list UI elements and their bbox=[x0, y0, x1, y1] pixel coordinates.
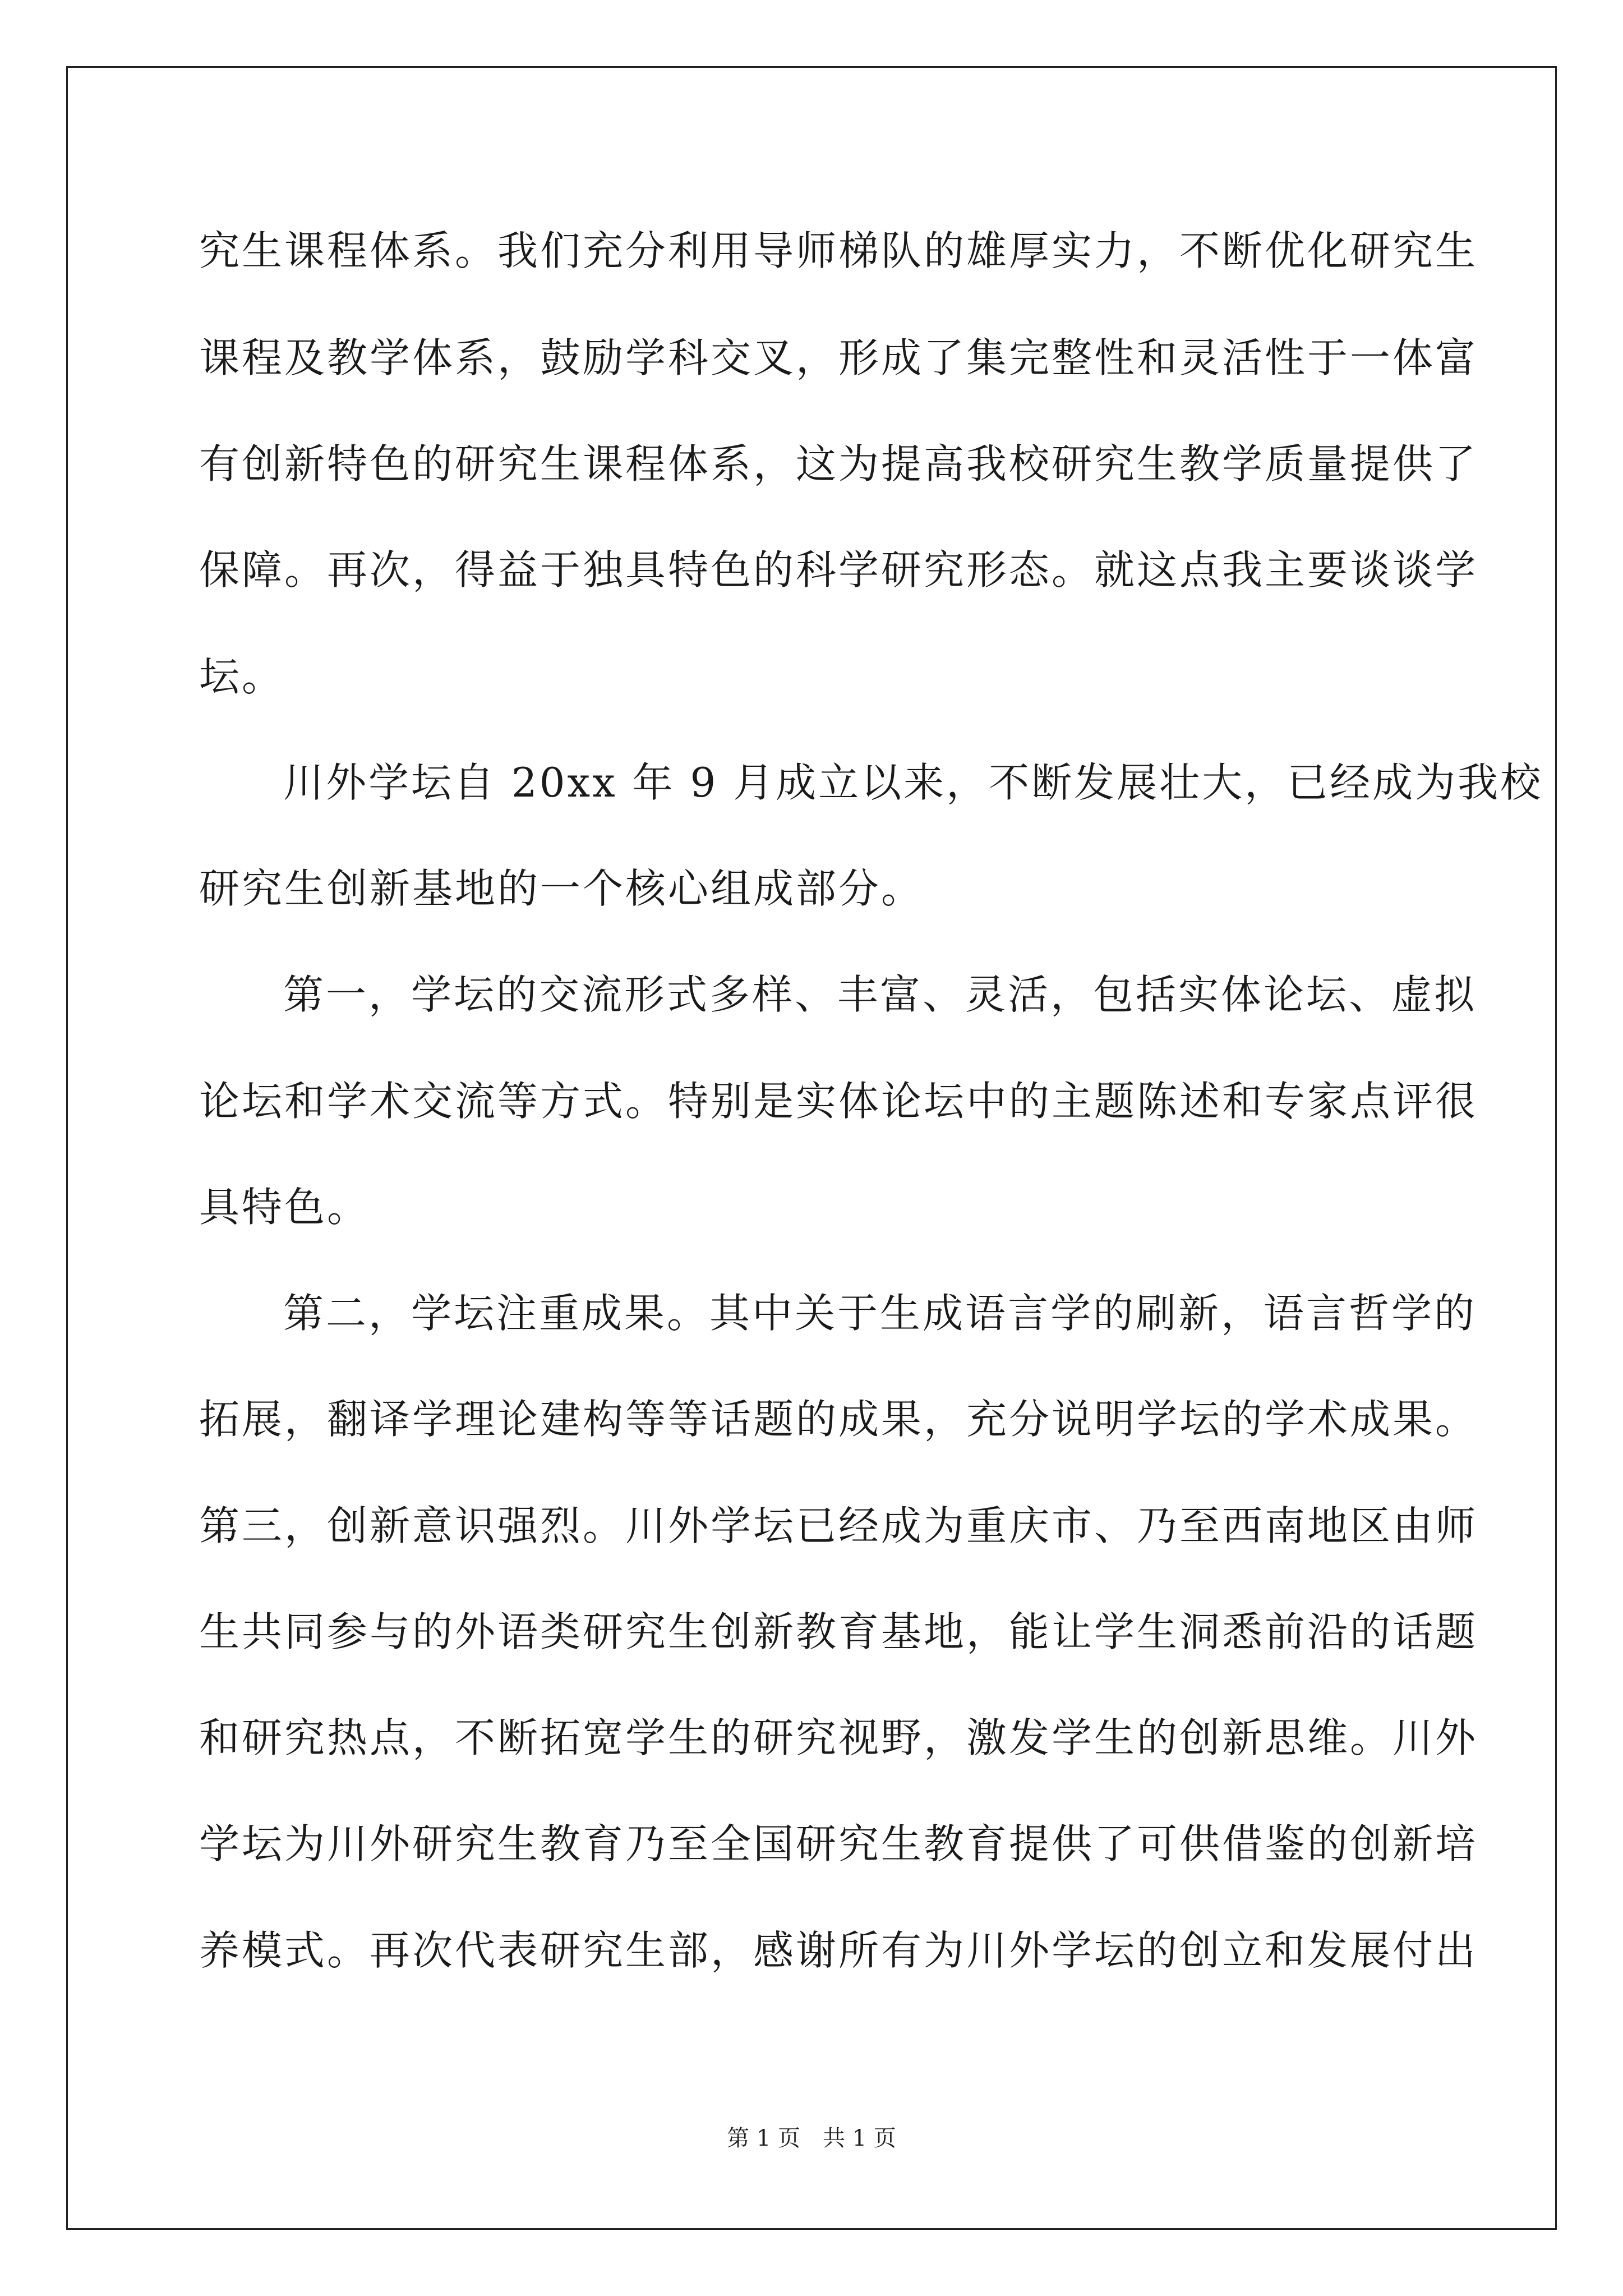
text-line: 和研究热点，不断拓宽学生的研究视野，激发学生的创新思维。川外 bbox=[199, 1714, 1478, 1761]
text-line: 保障。再次，得益于独具特色的科学研究形态。就这点我主要谈谈学 bbox=[199, 546, 1478, 593]
text-line: 生共同参与的外语类研究生创新教育基地，能让学生洞悉前沿的话题 bbox=[199, 1608, 1478, 1655]
text-line: 学坛为川外研究生教育乃至全国研究生教育提供了可供借鉴的创新培 bbox=[199, 1820, 1478, 1867]
paragraph-first-line: 第一，学坛的交流形式多样、丰富、灵活，包括实体论坛、虚拟 bbox=[283, 971, 1477, 1018]
paragraph-first-line: 第二，学坛注重成果。其中关于生成语言学的刷新，语言哲学的 bbox=[283, 1290, 1477, 1337]
text-line: 拓展，翻译学理论建构等等话题的成果，充分说明学坛的学术成果。 bbox=[199, 1396, 1478, 1443]
paragraph-first-line: 川外学坛自 20xx 年 9 月成立以来，不断发展壮大，已经成为我校 bbox=[283, 759, 1543, 806]
page-number-footer: 第 1 页 共 1 页 bbox=[727, 2125, 896, 2151]
text-line: 有创新特色的研究生课程体系，这为提高我校研究生教学质量提供了 bbox=[199, 440, 1478, 487]
text-line: 研究生创新基地的一个核心组成部分。 bbox=[199, 865, 924, 912]
text-line: 第三，创新意识强烈。川外学坛已经成为重庆市、乃至西南地区由师 bbox=[199, 1502, 1478, 1549]
text-line: 养模式。再次代表研究生部，感谢所有为川外学坛的创立和发展付出 bbox=[199, 1927, 1478, 1974]
text-line: 究生课程体系。我们充分利用导师梯队的雄厚实力，不断优化研究生 bbox=[199, 227, 1478, 274]
text-line: 具特色。 bbox=[199, 1184, 370, 1231]
text-line: 课程及教学体系，鼓励学科交叉，形成了集完整性和灵活性于一体富 bbox=[199, 334, 1478, 381]
text-line: 论坛和学术交流等方式。特别是实体论坛中的主题陈述和专家点评很 bbox=[199, 1078, 1478, 1125]
text-line: 坛。 bbox=[199, 653, 285, 700]
